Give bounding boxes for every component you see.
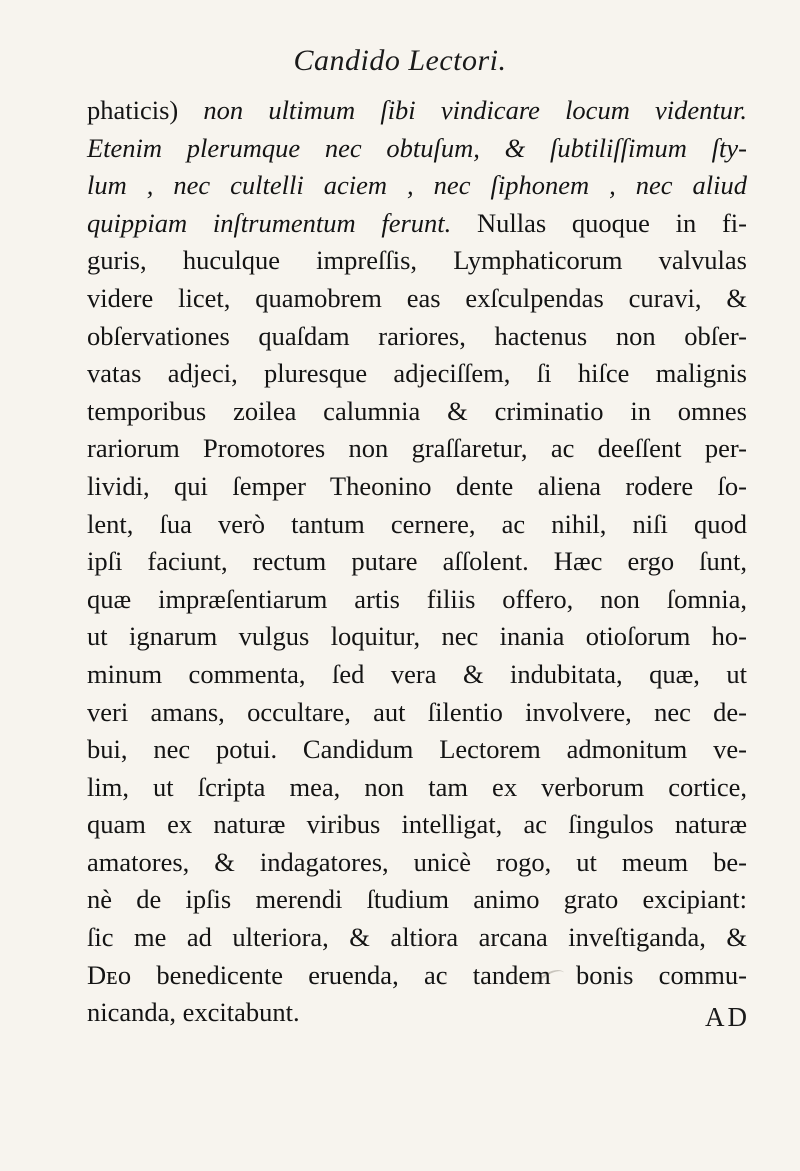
roman-text: bui, nec potui. Candidum Lectorem admonitum ve- — [87, 734, 747, 765]
roman-text: videre licet, quamobrem eas exſculpendas curavi, & — [87, 282, 747, 313]
roman-text: amatores, & indagatores, unicè rogo, ut meum be- — [87, 846, 747, 877]
roman-text: quam ex naturæ viribus intelligat, ac ſingulos naturæ — [87, 809, 747, 840]
text-line — [87, 130, 747, 168]
catchword: AD — [705, 1002, 750, 1032]
text-line — [87, 430, 747, 468]
roman-text: temporibus zoilea calumnia & criminatio in omnes — [87, 395, 747, 426]
roman-text: rariorum Promotores non graſſaretur, ac deeſſent per- — [87, 433, 747, 464]
italic-text: non ultimum ſibi vindicare locum videntur. — [203, 95, 747, 125]
text-line — [87, 957, 747, 995]
text-line — [87, 318, 747, 356]
text-line — [87, 167, 747, 205]
body-text — [87, 92, 747, 1032]
text-line — [87, 731, 747, 769]
roman-text: lim, ut ſcripta mea, non tam ex verborum cortice, — [87, 771, 747, 802]
roman-text: phaticis) — [87, 95, 204, 125]
roman-text: vatas adjeci, pluresque adjeciſſem, ſi hiſce malignis — [87, 358, 747, 389]
text-line — [87, 543, 747, 581]
text-line — [87, 393, 747, 431]
roman-text: lent, ſua verò tantum cernere, ac nihil, niſi quod — [87, 508, 747, 539]
roman-text: obſervationes quaſdam rariores, hactenus non obſer- — [87, 320, 747, 351]
roman-text: minum commenta, ſed vera & indubitata, quæ, ut — [87, 658, 747, 689]
text-line — [87, 769, 747, 807]
text-line — [87, 881, 747, 919]
text-line — [87, 205, 747, 243]
text-line — [87, 694, 747, 732]
roman-text: Dᴇo benedicente eruenda, ac tandem bonis commu- — [87, 959, 747, 990]
roman-text: guris, huculque impreſſis, Lymphaticorum valvulas — [87, 245, 747, 276]
roman-text: ut ignarum vulgus loquitur, nec inania otioſorum ho- — [87, 621, 747, 652]
text-line — [87, 994, 747, 1032]
roman-text: quæ impræſentiarum artis filiis offero, non ſomnia, — [87, 583, 747, 614]
text-line — [87, 806, 747, 844]
text-line — [87, 844, 747, 882]
text-line — [87, 242, 747, 280]
roman-text: ſic me ad ulteriora, & altiora arcana inveſtiganda, & — [87, 922, 747, 953]
roman-text: lividi, qui ſemper Theonino dente aliena rodere ſo- — [87, 470, 747, 501]
text-line — [87, 581, 747, 619]
text-line — [87, 92, 747, 130]
italic-text: lum , nec cultelli aciem , nec ſiphonem , nec aliud — [87, 170, 747, 201]
roman-text: Nullas quoque in fi- — [451, 207, 747, 238]
text-line — [87, 656, 747, 694]
roman-text: veri amans, occultare, aut ſilentio involvere, nec de- — [87, 696, 747, 727]
text-line — [87, 355, 747, 393]
italic-text: Etenim plerumque nec obtuſum, & ſubtiliſſimum ſty- — [87, 132, 747, 163]
running-head: Candido Lectori. — [293, 44, 507, 77]
italic-text: quippiam inſtrumentum ferunt. — [87, 207, 452, 238]
text-line — [87, 919, 747, 957]
text-line — [87, 618, 747, 656]
text-line — [87, 280, 747, 318]
roman-text: nè de ipſis merendi ſtudium animo grato excipiant: — [87, 884, 747, 915]
roman-text: ipſi faciunt, rectum putare aſſolent. Hæc ergo ſunt, — [87, 546, 747, 577]
text-line — [87, 506, 747, 544]
text-line — [87, 468, 747, 506]
roman-text: nicanda, excitabunt. — [87, 997, 300, 1028]
